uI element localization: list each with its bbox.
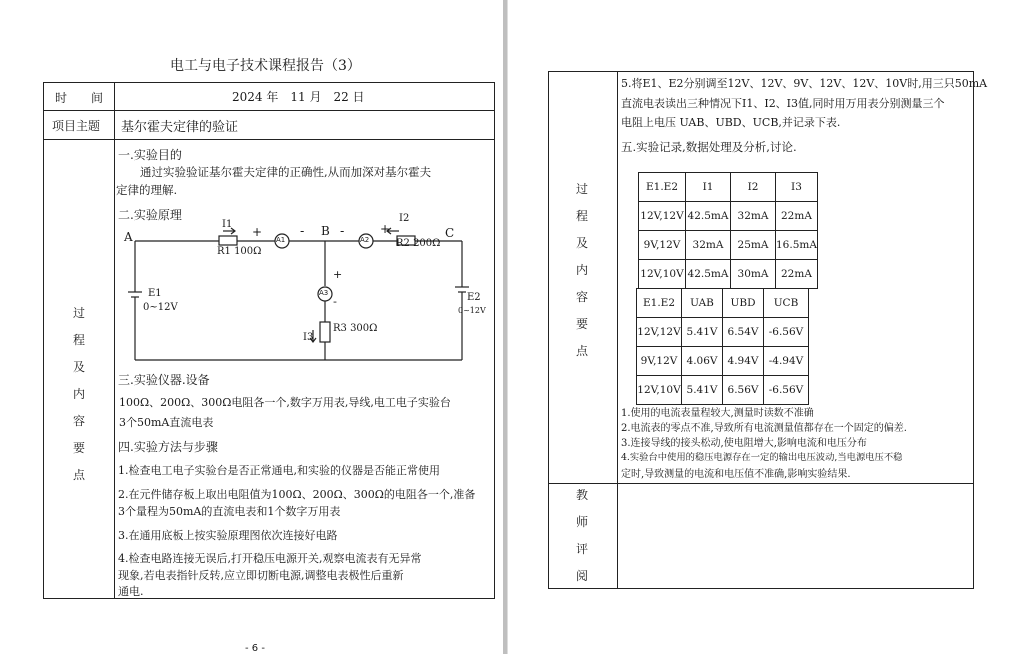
label-i3: I3 xyxy=(303,332,314,343)
topic-label: 项目主题 xyxy=(52,119,101,133)
section2-title: 二.实验原理 xyxy=(118,208,182,222)
label-r3: R3 300Ω xyxy=(333,323,378,334)
label-i1: I1 xyxy=(222,219,233,230)
time-label: 时 间 xyxy=(55,91,104,105)
step-2-cont: 3个量程为50mA的直流电表和1个数字万用表 xyxy=(118,505,341,518)
section4-title: 四.实验方法与步骤 xyxy=(118,440,218,454)
table-header-row: E1.E2 UAB UBD UCB xyxy=(637,289,809,318)
step-3: 3.在通用底板上按实验原理图依次连接好电路 xyxy=(118,529,338,542)
section1-text-2: 定律的理解. xyxy=(116,183,178,197)
ammeter-a1: A1 xyxy=(276,236,286,244)
label-i2: I2 xyxy=(399,213,410,224)
ammeter-a3: A3 xyxy=(319,289,329,297)
table-row: 12V,12V 42.5mA 32mA 22mA xyxy=(639,202,818,231)
section5-title: 五.实验记录,数据处理及分析,讨论. xyxy=(621,140,797,154)
section3-title: 三.实验仪器.设备 xyxy=(118,373,210,387)
sign-minus-2: - xyxy=(340,224,345,238)
table-row: 12V,12V 5.41V 6.54V -6.56V xyxy=(637,318,809,347)
table-row: 9V,12V 4.06V 4.94V -4.94V xyxy=(637,347,809,376)
sign-minus-3: - xyxy=(333,295,337,308)
node-c: C xyxy=(445,226,455,240)
step5-line-1: 5.将E1、E2分别调至12V、12V、9V、12V、12V、10V时,用三只50mA xyxy=(621,77,988,90)
page-spine-shadow xyxy=(507,0,508,654)
section3-text-2: 3个50mA直流电表 xyxy=(119,416,214,429)
label-r2: R2 200Ω xyxy=(396,238,441,249)
sign-plus-1: + xyxy=(252,225,263,239)
process-label-left: 过 程 及 内 容 要 点 xyxy=(72,306,85,482)
time-value: 2024 年 11 月 22 日 xyxy=(232,90,365,104)
section3-text-1: 100Ω、200Ω、300Ω电阻各一个,数字万用表,导线,电工电子实验台 xyxy=(119,396,451,409)
step-1: 1.检查电工电子实验台是否正常通电,和实验的仪器是否能正常使用 xyxy=(118,464,440,477)
label-e1-range: 0~12V xyxy=(143,302,178,313)
table-header-row: E1.E2 I1 I2 I3 xyxy=(639,173,818,202)
label-e1: E1 xyxy=(148,288,162,299)
step-4-cont: 现象,若电表指针反转,应立即切断电源,调整电表极性后重新 xyxy=(118,569,404,582)
page-number: - 6 - xyxy=(245,643,265,654)
step-4-end: 通电. xyxy=(118,585,144,598)
voltage-table xyxy=(636,288,809,405)
step-2: 2.在元件储存板上取出电阻值为100Ω、200Ω、300Ω的电阻各一个,准备 xyxy=(118,488,476,501)
teacher-review-label: 教 师 评 阅 xyxy=(575,488,588,583)
table-row: 9V,12V 32mA 25mA 16.5mA xyxy=(639,231,818,260)
table-row: 12V,10V 5.41V 6.56V -6.56V xyxy=(637,376,809,405)
sign-plus-3: + xyxy=(333,268,343,281)
label-e2: E2 xyxy=(467,292,481,303)
process-label-right: 过 程 及 内 容 要 点 xyxy=(575,182,588,358)
section1-text-1: 通过实验验证基尔霍夫定律的正确性,从而加深对基尔霍夫 xyxy=(140,165,432,179)
sign-minus-1: - xyxy=(300,224,305,238)
analysis-1: 1.使用的电流表量程较大,测量时读数不准确 xyxy=(621,408,814,419)
table-row: 12V,10V 42.5mA 30mA 22mA xyxy=(639,260,818,289)
section1-title: 一.实验目的 xyxy=(118,148,182,162)
current-table xyxy=(638,172,818,289)
ammeter-a2: A2 xyxy=(360,236,370,244)
step5-line-3: 电阻上电压 UAB、UBD、UCB,并记录下表. xyxy=(621,116,841,129)
analysis-3: 3.连接导线的接头松动,使电阻增大,影响电流和电压分布 xyxy=(621,438,867,449)
analysis-2: 2.电流表的零点不准,导致所有电流测量值都存在一个固定的偏差. xyxy=(621,423,907,434)
report-title: 电工与电子技术课程报告（3） xyxy=(170,58,361,74)
label-e2-range: 0~12V xyxy=(458,306,486,315)
analysis-4-cont: 定时,导致测量的电流和电压值不准确,影响实验结果. xyxy=(621,469,851,480)
step5-line-2: 直流电表读出三种情况下I1、I2、I3值,同时用万用表分别测量三个 xyxy=(621,97,945,110)
sign-plus-2: + xyxy=(380,222,391,236)
topic-value: 基尔霍夫定律的验证 xyxy=(121,120,239,135)
label-r1: R1 100Ω xyxy=(217,246,262,257)
node-b: B xyxy=(321,224,330,238)
analysis-4: 4.实验台中使用的稳压电源存在一定的输出电压波动,当电源电压不稳 xyxy=(621,452,903,463)
node-a: A xyxy=(124,230,133,244)
step-4: 4.检查电路连接无误后,打开稳压电源开关,观察电流表有无异常 xyxy=(118,552,422,565)
